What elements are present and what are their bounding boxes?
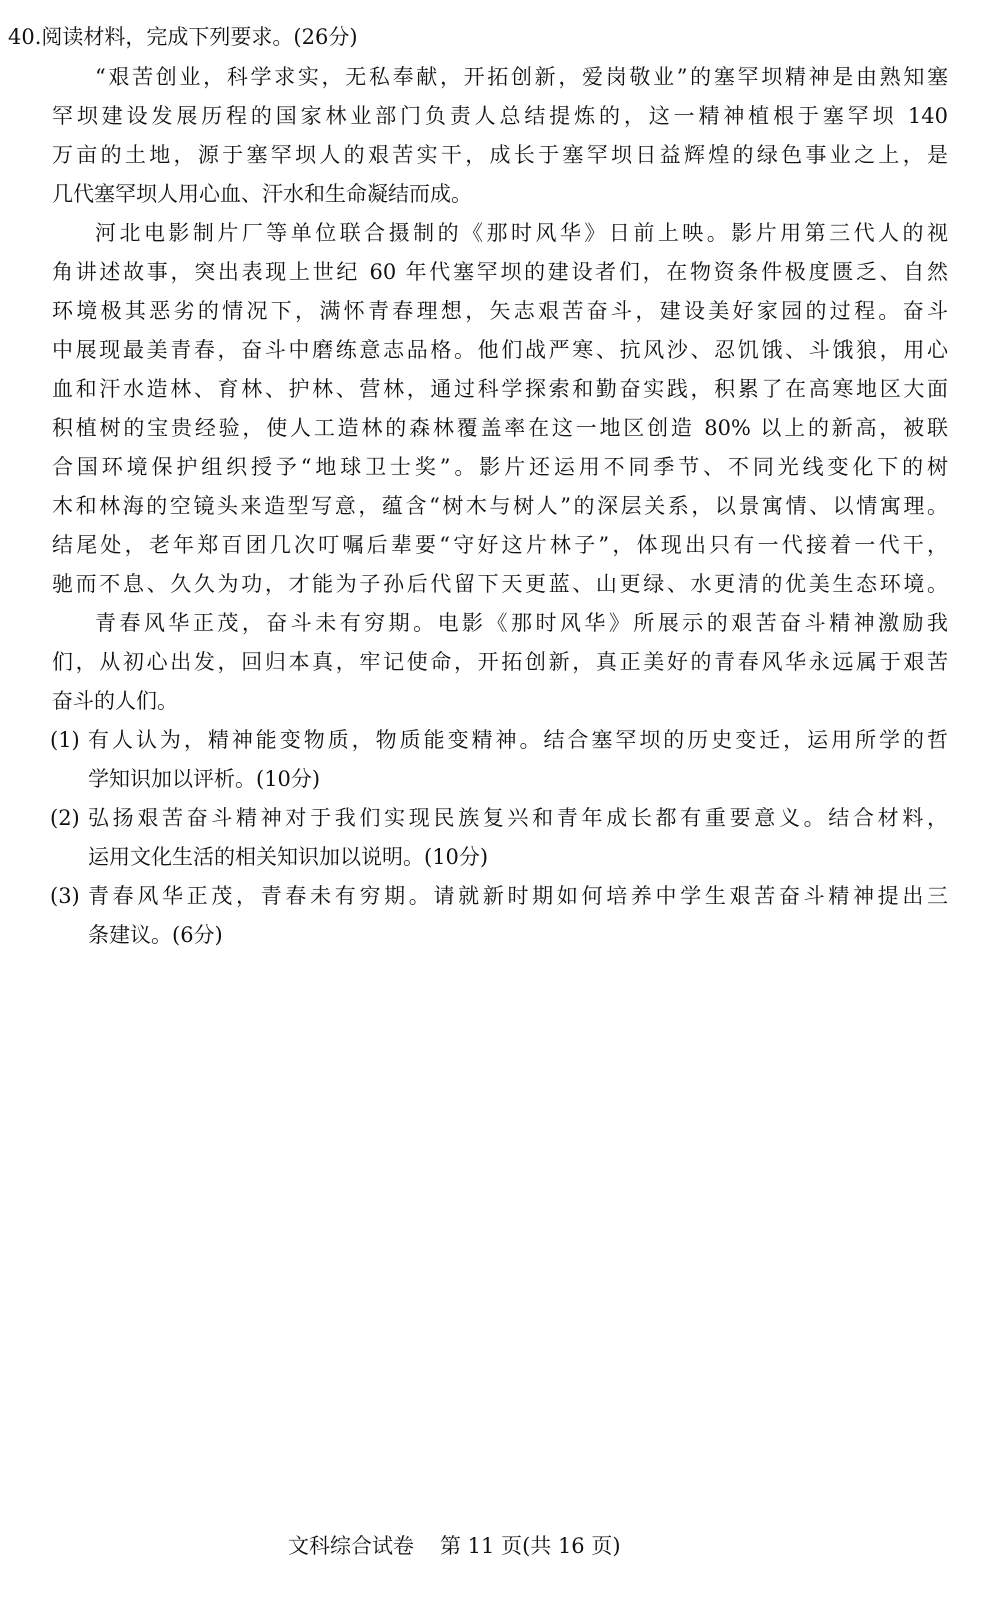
- sub-question-line: 运用文化生活的相关知识加以说明。(10分): [88, 845, 489, 869]
- sub-question-label: (3): [50, 884, 80, 908]
- sub-question-line: 弘扬艰苦奋斗精神对于我们实现民族复兴和青年成长都有重要意义。结合材料，: [88, 806, 948, 830]
- paragraph-line: 中展现最美青春，奋斗中磨练意志品格。他们战严寒、抗风沙、忍饥饿、斗饿狼，用心: [52, 338, 948, 362]
- sub-question-line: 青春风华正茂，青春未有穷期。请就新时期如何培养中学生艰苦奋斗精神提出三: [88, 884, 948, 908]
- footer-page-info: 第 11 页(共 16 页): [440, 1534, 621, 1558]
- paragraph-line: “艰苦创业，科学求实，无私奉献，开拓创新，爱岗敬业”的塞罕坝精神是由熟知塞: [95, 65, 948, 89]
- sub-question-line: 学知识加以评析。(10分): [88, 767, 321, 791]
- paragraph-line: 青春风华正茂，奋斗未有穷期。电影《那时风华》所展示的艰苦奋斗精神激励我: [95, 611, 948, 635]
- page-footer: [288, 1531, 668, 1561]
- paragraph-line: 角讲述故事，突出表现上世纪 60 年代塞罕坝的建设者们，在物资条件极度匮乏、自然: [52, 260, 948, 284]
- paragraph-line: 们，从初心出发，回归本真，牢记使命，开拓创新，真正美好的青春风华永远属于艰苦: [52, 650, 948, 674]
- question-heading: [8, 22, 428, 52]
- paragraph-line: 积植树的宝贵经验，使人工造林的森林覆盖率在这一地区创造 80% 以上的新高，被联: [52, 416, 948, 440]
- sub-question-label: (2): [50, 806, 80, 830]
- paragraph-line: 奋斗的人们。: [52, 689, 178, 713]
- footer-subject: 文科综合试卷: [288, 1534, 414, 1558]
- paragraph-line: 驰而不息、久久为功，才能为子孙后代留下天更蓝、山更绿、水更清的优美生态环境。: [52, 572, 948, 596]
- sub-question-line: 条建议。(6分): [88, 923, 223, 947]
- paragraph-line: 合国环境保护组织授予“地球卫士奖”。影片还运用不同季节、不同光线变化下的树: [52, 455, 948, 479]
- question-number: 40.: [8, 25, 42, 49]
- paragraph-line: 血和汗水造林、育林、护林、营林，通过科学探索和勤奋实践，积累了在高寒地区大面: [52, 377, 948, 401]
- question-heading-text: 阅读材料，完成下列要求。(26分): [41, 25, 358, 49]
- paragraph-line: 河北电影制片厂等单位联合摄制的《那时风华》日前上映。影片用第三代人的视: [95, 221, 948, 245]
- sub-question-line: 有人认为，精神能变物质，物质能变精神。结合塞罕坝的历史变迁，运用所学的哲: [88, 728, 948, 752]
- paragraph-line: 万亩的土地，源于塞罕坝人的艰苦实干，成长于塞罕坝日益辉煌的绿色事业之上，是: [52, 143, 948, 167]
- paragraph-line: 几代塞罕坝人用心血、汗水和生命凝结而成。: [52, 182, 472, 206]
- paragraph-line: 环境极其恶劣的情况下，满怀青春理想，矢志艰苦奋斗，建设美好家园的过程。奋斗: [52, 299, 948, 323]
- paragraph-line: 罕坝建设发展历程的国家林业部门负责人总结提炼的，这一精神植根于塞罕坝 140: [52, 104, 948, 128]
- sub-question-label: (1): [50, 728, 80, 752]
- paragraph-line: 木和林海的空镜头来造型写意，蕴含“树木与树人”的深层关系，以景寓情、以情寓理。: [52, 494, 948, 518]
- paragraph-line: 结尾处，老年郑百团几次叮嘱后辈要“守好这片林子”，体现出只有一代接着一代干，: [52, 533, 948, 557]
